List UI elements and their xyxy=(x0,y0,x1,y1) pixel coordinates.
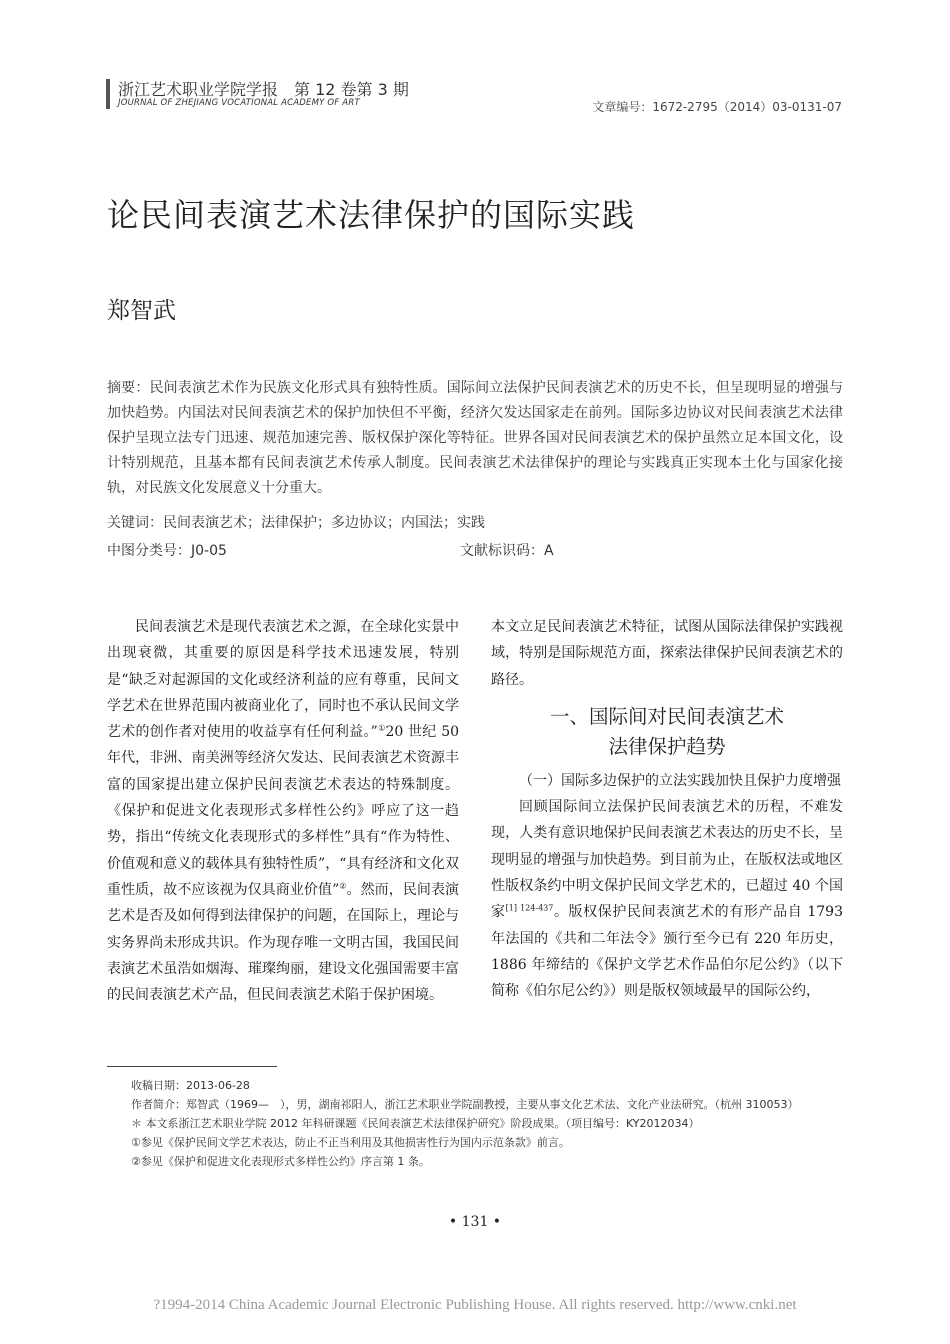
footnote-divider xyxy=(107,1066,277,1067)
body-paragraph: 本文立足民间表演艺术特征，试图从国际法律保护实践视域，特别是国际规范方面，探索法律保护民间表演艺术的路径。 xyxy=(491,619,843,688)
section-heading: 一、国际间对民间表演艺术 法律保护趋势 xyxy=(549,704,784,758)
abstract: 摘要：民间表演艺术作为民族文化形式具有独特性质。国际间立法保护民间表演艺术的历史不长，但呈现明显的增强与加快趋势。内国法对民间表演艺术的保护加快但不平衡，经济欠发达国家走在前列。国际多边协议对民间表演艺术法律保护呈现立法专门迅速、规范加速完善、版权保护深化等特征。世界各国对民间表演艺术的保护虽然立足本国文化，设计特别规范，且基本都有民间表演艺术传承人制度。民间表演艺术法律保护的理论与实践真正实现本土化与国家化接轨，对民族文化发展意义十分重大。 xyxy=(107,380,843,496)
footnotes xyxy=(107,1076,847,1171)
article-number: 文章编号：1672-2795（2014）03-0131-07 xyxy=(592,100,842,114)
footnote-author-bio: 作者简介：郑智武（1969— ），男，湖南祁阳人，浙江艺术职业学院副教授，主要从事文化艺术法、文化产业法研究。（杭州 310053） xyxy=(131,1098,799,1111)
footnote-ref-2[interactable]: ② xyxy=(339,881,347,891)
classification-number: 中图分类号：J0-05 xyxy=(107,543,227,559)
journal-title-cn: 浙江艺术职业学院学报 第 12 卷第 3 期 xyxy=(118,80,409,99)
footnote-2: ②参见《保护和促进文化表现形式多样性公约》序言第 1 条。 xyxy=(131,1155,430,1168)
footnote-ref-1[interactable]: ① xyxy=(377,723,386,733)
paper-title: 论民间表演艺术法律保护的国际实践 xyxy=(107,196,636,234)
body-paragraph: 民间表演艺术是现代表演艺术之源，在全球化实景中出现衰微，其重要的原因是科学技术迅速发展，特别是“缺乏对起源国的文化或经济利益的应有尊重，民间文学艺术在世界范围内被商业化了，同时也不承认民间文学艺术的创作者对使用的收益享有任何利益。”①20 世纪 50 年代，非洲、南美洲等经济欠发达、民间表演艺术资源丰富的国家提出建立保护民间表演艺术表达的特殊制度。《保护和促进文化表现形式多样性公约》呼应了这一趋势，指出“传统文化表现形式的多样性”具有“作为特性、价值观和意义的载体具有独特性质”，“具有经济和文化双重性质，故不应该视为仅具商业价值”②。然而，民间表演艺术是否及如何得到法律保护的问题，在国际上，理论与实务界尚未形成共识。作为现存唯一文明古国，我国民间表演艺术虽浩如烟海、璀璨绚丽，建设文化强国需要丰富的民间表演艺术产品，但民间表演艺术陷于保护困境。 xyxy=(107,619,460,1004)
copyright-watermark: ?1994-2014 China Academic Journal Electronic Publishing House. All rights reserved. http://www.cnki.net xyxy=(153,1297,797,1313)
subsection-heading: （一）国际多边保护的立法实践加快且保护力度增强 xyxy=(519,772,841,789)
footnote-received-date: 收稿日期：2013-06-28 xyxy=(131,1079,250,1092)
header-rule xyxy=(106,79,110,109)
document-code: 文献标识码：A xyxy=(460,543,554,559)
footnote-funding: ＊ 本文系浙江艺术职业学院 2012 年科研课题《民间表演艺术法律保护研究》阶段成果。（项目编号：KY2012034） xyxy=(131,1117,700,1130)
page-number: • 131 • xyxy=(448,1214,502,1230)
body-column-right xyxy=(491,614,843,1005)
body-paragraph: 回顾国际间立法保护民间表演艺术的历程，不难发现，人类有意识地保护民间表演艺术表达的历史不长，呈现明显的增强与加快趋势。到目前为止，在版权法或地区性版权条约中明文保护民间文学艺术的，已超过 40 个国家$^{[1] 124-437}$。版权保护民间表演艺术的有形产品自 1793 年法国的《共和二年法令》颁行至今已有 220 年历史，1886 年缔结的《保护文学艺术作品伯尔尼公约》（以下简称《伯尔尼公约》）则是版权领域最早的国际公约， xyxy=(491,799,843,1000)
footnote-1: ①参见《保护民间文学艺术表达，防止不正当利用及其他损害性行为国内示范条款》前言。 xyxy=(131,1136,570,1149)
citation-ref[interactable]: [1] 124-437 xyxy=(505,903,554,913)
keywords: 关键词：民间表演艺术；法律保护；多边协议；内国法；实践 xyxy=(107,515,485,531)
author-name: 郑智武 xyxy=(107,298,176,324)
body-column-left xyxy=(107,614,459,1008)
journal-title-en: JOURNAL OF ZHEJIANG VOCATIONAL ACADEMY OF ART xyxy=(118,98,360,108)
